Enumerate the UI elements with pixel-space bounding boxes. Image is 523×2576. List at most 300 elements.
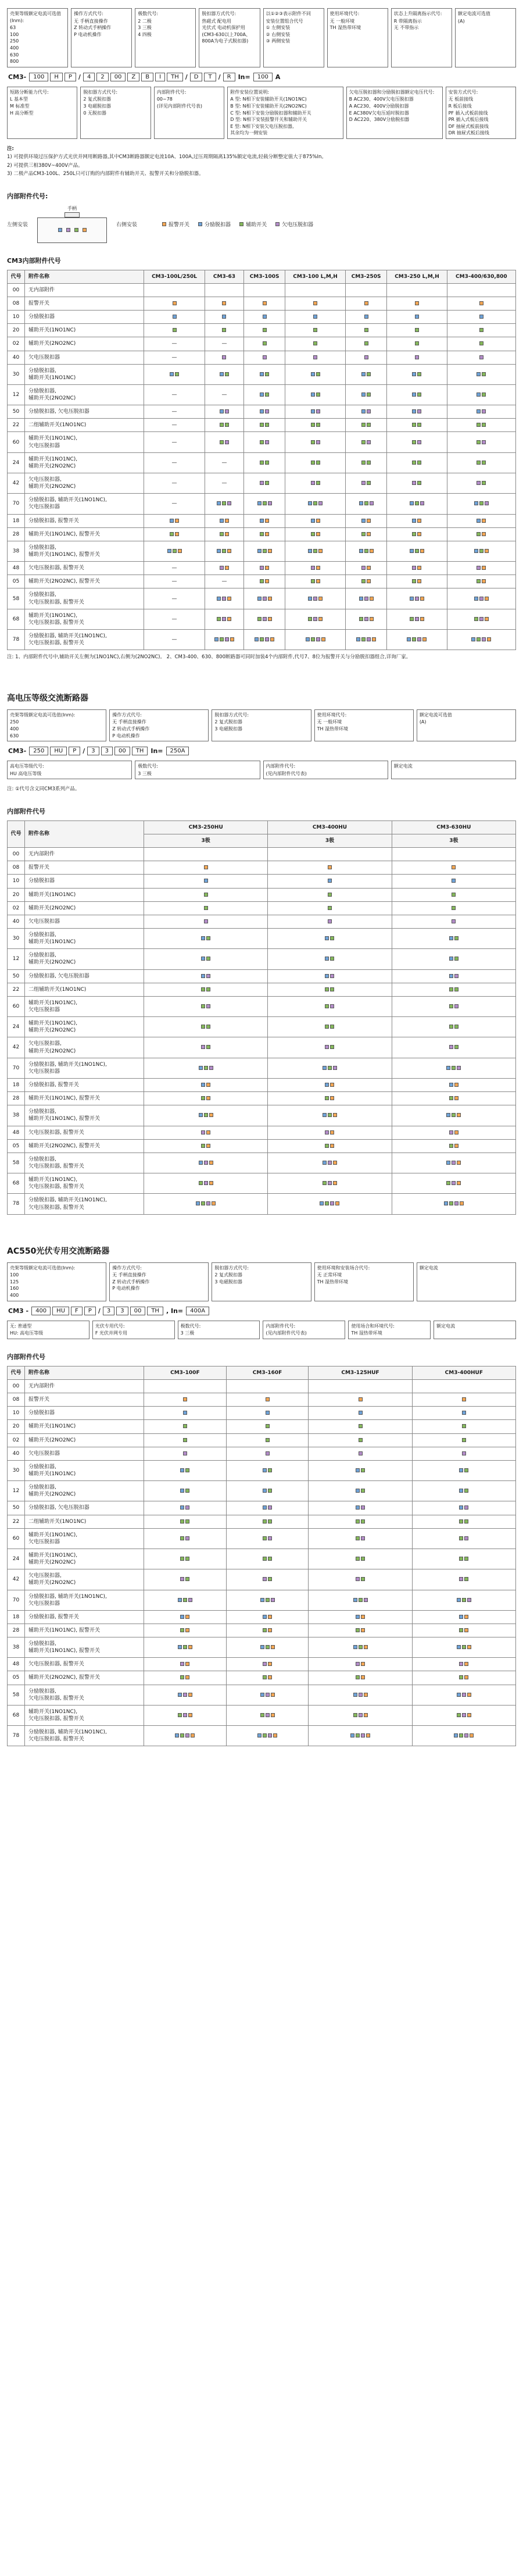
accessory-name: 分励脱扣器, 辅助开关(1NO1NC) <box>25 364 144 384</box>
availability-cell: — <box>205 452 244 473</box>
code-explain-box <box>263 8 324 67</box>
alarm-square-icon <box>328 865 332 869</box>
accessory-name: 欠电压脱扣器, 报警开关 <box>25 562 144 575</box>
box-title: 额定电流可选值 <box>419 712 452 718</box>
accessory-code: 18 <box>8 1078 25 1091</box>
shunt-square-icon <box>449 957 453 961</box>
availability-cell <box>309 1407 412 1420</box>
alarm-square-icon <box>457 1161 461 1165</box>
availability-cell <box>144 983 268 996</box>
aux-square-icon <box>263 501 267 505</box>
alarm-square-icon <box>222 301 226 305</box>
code-separator: / <box>98 1307 101 1315</box>
shunt-square-icon <box>170 519 174 523</box>
accessory-code: 05 <box>8 1671 25 1685</box>
pv-model-code-strip <box>7 1307 516 1315</box>
notes-list <box>7 153 516 178</box>
availability-cell <box>205 541 244 561</box>
uv-square-icon <box>180 1577 184 1581</box>
uv-square-icon <box>479 355 483 359</box>
availability-cell <box>309 1685 412 1705</box>
shunt-square-icon <box>412 393 416 397</box>
accessory-name: 分励脱扣器, 报警开关 <box>25 514 144 527</box>
availability-cell <box>268 949 392 969</box>
col-header: CM3-400HU <box>268 820 392 834</box>
shunt-square-icon <box>361 409 366 413</box>
accessory-code: 02 <box>8 901 25 915</box>
alarm-square-icon <box>191 1733 195 1737</box>
aux-square-icon <box>265 423 269 427</box>
aux-square-icon <box>359 1424 363 1428</box>
shunt-square-icon <box>412 372 416 376</box>
accessory-code: 10 <box>8 875 25 888</box>
availability-cell <box>412 1590 515 1610</box>
aux-square-icon <box>449 1096 453 1100</box>
shunt-square-icon <box>325 957 329 961</box>
alarm-square-icon <box>464 1675 468 1679</box>
accessory-row <box>8 1549 516 1569</box>
availability-cell <box>144 1393 227 1407</box>
accessory-code: 08 <box>8 1393 25 1407</box>
availability-cell <box>243 562 285 575</box>
aux-square-icon <box>175 372 179 376</box>
availability-cell <box>226 1726 309 1746</box>
alarm-square-icon <box>464 1628 468 1632</box>
alarm-square-icon <box>188 1693 192 1697</box>
shunt-square-icon <box>257 597 262 601</box>
availability-cell <box>285 541 345 561</box>
availability-cell <box>392 1017 515 1037</box>
aux-square-icon <box>464 1468 468 1472</box>
shunt-square-icon <box>180 1615 184 1619</box>
col-header: CM3-100L/250L <box>144 270 205 283</box>
availability-cell <box>387 337 447 351</box>
box-line: (见内部附件代号表) <box>266 770 307 776</box>
availability-cell <box>226 1569 309 1590</box>
alarm-square-icon <box>175 519 179 523</box>
code-explain-box <box>92 1321 175 1339</box>
aux-square-icon <box>325 1025 329 1029</box>
alarm-square-icon <box>268 549 272 553</box>
alarm-square-icon <box>316 566 320 570</box>
code-field: R <box>223 73 235 81</box>
alarm-square-icon <box>316 519 320 523</box>
alarm-square-icon <box>367 519 371 523</box>
alarm-square-icon <box>318 597 323 601</box>
aux-square-icon <box>449 1201 453 1205</box>
alarm-square-icon <box>359 1397 363 1401</box>
availability-cell <box>144 364 205 384</box>
code-explain-box <box>7 1262 106 1301</box>
availability-cell <box>345 588 387 609</box>
availability-cell <box>144 949 268 969</box>
aux-square-icon <box>257 617 262 621</box>
availability-cell <box>226 1528 309 1549</box>
code-explain-box <box>434 1321 516 1339</box>
shunt-square-icon <box>214 637 218 641</box>
aux-square-icon <box>330 936 334 940</box>
box-line: 热磁式 配电用 <box>202 18 231 24</box>
accessory-row <box>8 1447 516 1460</box>
code-explain-box <box>212 1262 311 1301</box>
shunt-square-icon <box>167 549 171 553</box>
aux-square-icon <box>454 957 458 961</box>
alarm-square-icon <box>316 579 320 583</box>
aux-square-icon <box>265 461 269 465</box>
uv-square-icon <box>265 440 269 444</box>
accessory-row <box>8 432 516 452</box>
box-title: 状态上升隔离指示代号: <box>393 11 442 16</box>
shunt-square-icon <box>412 409 416 413</box>
accessory-row <box>8 283 516 297</box>
availability-cell <box>387 630 447 650</box>
aux-square-icon <box>474 617 478 621</box>
availability-cell <box>144 1549 227 1569</box>
aux-square-icon <box>412 579 416 583</box>
box-line: 630 <box>10 733 19 738</box>
aux-square-icon <box>367 481 371 485</box>
aux-square-icon <box>417 372 421 376</box>
availability-cell <box>387 452 447 473</box>
alarm-square-icon <box>457 1181 461 1185</box>
code-field: F <box>71 1307 83 1315</box>
availability-cell <box>412 1726 515 1746</box>
uv-square-icon <box>452 1181 456 1185</box>
aux-square-icon <box>268 1489 272 1493</box>
aux-square-icon <box>410 617 414 621</box>
current-unit: A <box>275 73 281 81</box>
uv-square-icon <box>467 1598 471 1602</box>
uv-square-icon <box>268 1536 272 1540</box>
accessory-name: 分励脱扣器, 辅助开关(1NO1NC), 欠电压脱扣器, 报警开关 <box>25 630 144 650</box>
box-line: B AC230、400V欠电压脱扣器 <box>349 97 414 102</box>
aux-square-icon <box>201 1025 205 1029</box>
aux-square-icon <box>477 440 481 444</box>
box-title: 壳架等级额定电流可选值(Inm): <box>10 1265 76 1271</box>
shunt-square-icon <box>263 1615 267 1619</box>
aux-square-icon <box>330 987 334 991</box>
accessory-name: 辅助开关(1NO1NC), 欠电压脱扣器 <box>25 1528 144 1549</box>
accessory-row <box>8 562 516 575</box>
uv-square-icon <box>225 637 229 641</box>
aux-square-icon <box>415 549 419 553</box>
aux-square-icon <box>173 328 177 332</box>
shunt-square-icon <box>263 315 267 319</box>
box-line: A 型: N相下安装辅助开关(1NO1NC) <box>230 97 307 102</box>
uv-square-icon <box>449 1130 453 1134</box>
availability-cell <box>309 1569 412 1590</box>
uv-square-icon <box>263 617 267 621</box>
uv-square-icon <box>268 1505 272 1510</box>
aux-square-icon <box>220 532 224 536</box>
box-line: 2 复式脱扣器 <box>214 719 243 725</box>
accessory-name: 分励脱扣器, 辅助开关(2NO2NC) <box>25 949 144 969</box>
uv-square-icon <box>417 637 421 641</box>
uv-square-icon <box>222 597 226 601</box>
aux-square-icon <box>412 440 416 444</box>
uv-square-icon <box>180 1662 184 1666</box>
availability-cell <box>285 452 345 473</box>
availability-cell <box>447 337 515 351</box>
code-explain-box <box>7 761 132 779</box>
alarm-square-icon <box>372 637 376 641</box>
availability-cell <box>268 1017 392 1037</box>
shunt-square-icon <box>477 519 481 523</box>
availability-cell <box>345 405 387 419</box>
box-title: 内部附件代号: <box>156 89 187 95</box>
shunt-square-icon <box>477 409 481 413</box>
uv-square-icon <box>188 1598 192 1602</box>
alarm-square-icon <box>485 597 489 601</box>
accessory-code: 10 <box>8 1407 25 1420</box>
accessory-code: 42 <box>8 1569 25 1590</box>
aux-square-icon <box>308 617 312 621</box>
code-field: HU <box>52 1307 69 1315</box>
availability-cell <box>285 527 345 541</box>
accessory-row <box>8 1393 516 1407</box>
accessory-name: 二组辅助开关(1NO1NC) <box>25 419 144 432</box>
alarm-square-icon <box>209 1181 213 1185</box>
availability-cell <box>268 861 392 875</box>
availability-cell <box>392 1194 515 1214</box>
availability-cell <box>345 283 387 297</box>
aux-square-icon <box>180 1536 184 1540</box>
aux-square-icon <box>173 549 177 553</box>
availability-cell <box>285 494 345 514</box>
aux-square-icon <box>359 1598 363 1602</box>
aux-square-icon <box>361 440 366 444</box>
shunt-square-icon <box>255 637 259 641</box>
availability-cell <box>144 1433 227 1447</box>
availability-cell <box>226 1420 309 1433</box>
accessory-table <box>7 270 516 651</box>
availability-cell <box>447 283 515 297</box>
accessory-row <box>8 384 516 405</box>
accessory-name: 辅助开关(2NO2NC), 报警开关 <box>25 1139 144 1153</box>
uv-square-icon <box>325 1130 329 1134</box>
availability-cell <box>345 527 387 541</box>
accessory-row <box>8 1610 516 1624</box>
accessory-row <box>8 630 516 650</box>
accessory-name: 分励脱扣器, 辅助开关(2NO2NC) <box>25 384 144 405</box>
accessory-row <box>8 452 516 473</box>
alarm-square-icon <box>335 1201 339 1205</box>
aux-square-icon <box>183 1645 187 1649</box>
accessory-code: 60 <box>8 996 25 1016</box>
uv-square-icon <box>452 919 456 923</box>
aux-square-icon <box>482 461 486 465</box>
internal-accessory-diagram <box>7 205 516 243</box>
box-line: PF 插入式板前接线 <box>448 110 488 116</box>
alarm-square-icon <box>185 1615 189 1619</box>
aux-square-icon <box>459 1675 463 1679</box>
box-line: TH 湿热带环境 <box>351 1330 382 1336</box>
accessory-name: 辅助开关(2NO2NC), 报警开关 <box>25 575 144 588</box>
rated-current-label: In= <box>238 73 250 81</box>
aux-square-icon <box>311 637 315 641</box>
uv-square-icon <box>183 1713 187 1717</box>
accessory-code: 58 <box>8 1153 25 1173</box>
availability-cell <box>309 1726 412 1746</box>
aux-square-icon <box>260 532 264 536</box>
availability-cell <box>268 1105 392 1126</box>
shunt-square-icon <box>180 1468 184 1472</box>
alarm-square-icon <box>462 1397 466 1401</box>
breaker-body <box>37 217 107 243</box>
accessory-name: 分励脱扣器, 欠电压脱扣器, 报警开关 <box>25 1685 144 1705</box>
aux-square-icon <box>206 957 210 961</box>
shunt-square-icon <box>361 393 366 397</box>
shunt-square-icon <box>263 1489 267 1493</box>
aux-square-icon <box>180 1628 184 1632</box>
alarm-square-icon <box>188 1645 192 1649</box>
accessory-code: 12 <box>8 384 25 405</box>
accessory-row <box>8 588 516 609</box>
box-line: D 型: N相下安装报警开关和辅助开关 <box>230 117 307 123</box>
aux-square-icon <box>204 906 208 910</box>
accessory-row <box>8 473 516 494</box>
availability-cell <box>309 1671 412 1685</box>
code-explain-box <box>263 1321 345 1339</box>
code-field: 2 <box>96 73 108 81</box>
uv-square-icon <box>313 597 317 601</box>
availability-cell <box>309 1705 412 1725</box>
code-field: TH <box>132 747 148 755</box>
uv-square-icon <box>361 1536 365 1540</box>
shunt-square-icon <box>170 372 174 376</box>
uv-square-icon <box>313 355 317 359</box>
accessory-row <box>8 337 516 351</box>
table3-wrap <box>7 1366 516 1747</box>
accessory-code: 70 <box>8 1058 25 1078</box>
aux-square-icon <box>260 440 264 444</box>
col-header: 附件名称 <box>25 270 144 283</box>
alarm-square-icon <box>83 228 87 232</box>
availability-cell <box>243 364 285 384</box>
accessory-code: 28 <box>8 1092 25 1105</box>
accessory-row <box>8 1569 516 1590</box>
availability-cell <box>387 311 447 324</box>
aux-square-icon <box>330 957 334 961</box>
shunt-square-icon <box>462 1411 466 1415</box>
availability-cell <box>144 1017 268 1037</box>
box-title: 操作方式代号: <box>74 11 103 16</box>
accessory-row <box>8 901 516 915</box>
alarm-square-icon <box>271 1713 275 1717</box>
aux-square-icon <box>417 393 421 397</box>
aux-square-icon <box>454 1025 458 1029</box>
availability-cell <box>144 1420 227 1433</box>
uv-square-icon <box>361 481 366 485</box>
availability-cell <box>144 541 205 561</box>
box-line: 无 手柄直接操作 <box>112 1272 146 1278</box>
availability-cell <box>447 588 515 609</box>
availability-cell <box>345 324 387 337</box>
aux-square-icon <box>201 987 205 991</box>
availability-cell <box>285 283 345 297</box>
aux-square-icon <box>268 1468 272 1472</box>
alarm-square-icon <box>367 532 371 536</box>
accessory-row <box>8 1092 516 1105</box>
accessory-code: 50 <box>8 969 25 983</box>
uv-square-icon <box>330 1201 334 1205</box>
code-explain-box <box>391 8 452 67</box>
accessory-code: 00 <box>8 1379 25 1393</box>
legend-item-aux: 辅助开关 <box>239 220 267 228</box>
shunt-square-icon <box>220 409 224 413</box>
accessory-code: 20 <box>8 1420 25 1433</box>
table1-title: CM3内部附件代号 <box>7 256 61 265</box>
accessory-code: 12 <box>8 1481 25 1501</box>
uv-square-icon <box>356 1662 360 1666</box>
box-line: 100 <box>10 1272 19 1278</box>
alarm-square-icon <box>206 1130 210 1134</box>
availability-cell <box>392 996 515 1016</box>
uv-square-icon <box>260 566 264 570</box>
availability-cell <box>387 588 447 609</box>
uv-square-icon <box>464 1505 468 1510</box>
shunt-square-icon <box>449 1083 453 1087</box>
accessory-name: 辅助开关(2NO2NC) <box>25 901 144 915</box>
availability-cell <box>345 311 387 324</box>
aux-square-icon <box>268 1577 272 1581</box>
aux-square-icon <box>356 1733 360 1737</box>
box-line: 400 <box>10 726 19 732</box>
shunt-square-icon <box>320 1201 324 1205</box>
alarm-square-icon <box>364 1693 368 1697</box>
availability-cell <box>144 1637 227 1658</box>
availability-cell: — <box>144 432 205 452</box>
shunt-square-icon <box>220 372 224 376</box>
availability-cell <box>309 1624 412 1637</box>
availability-cell <box>392 1058 515 1078</box>
uv-square-icon <box>364 617 368 621</box>
handle-label: 手柄 <box>67 205 77 211</box>
accessory-row <box>8 888 516 901</box>
aux-square-icon <box>364 328 368 332</box>
alarm-square-icon <box>204 865 208 869</box>
aux-square-icon <box>183 1438 187 1442</box>
model-prefix: CM3 - <box>8 1307 29 1315</box>
code-field: 3 <box>116 1307 128 1315</box>
accessory-name: 欠电压脱扣器, 报警开关 <box>25 1126 144 1139</box>
shunt-square-icon <box>410 549 414 553</box>
box-title: 脱扣器方式代号: <box>214 1265 249 1271</box>
uv-square-icon <box>311 566 315 570</box>
shunt-square-icon <box>266 1411 270 1415</box>
accessory-row <box>8 1481 516 1501</box>
alarm-square-icon <box>467 1693 471 1697</box>
aux-square-icon <box>260 637 264 641</box>
box-line: H 高分断型 <box>10 110 34 116</box>
accessory-name: 二组辅助开关(1NO1NC) <box>25 983 144 996</box>
code-field: 3 <box>101 747 113 755</box>
availability-cell <box>243 405 285 419</box>
col-subheader: 3极 <box>268 834 392 848</box>
shunt-square-icon <box>175 1733 179 1737</box>
availability-cell <box>205 405 244 419</box>
uv-square-icon <box>361 1733 365 1737</box>
code-field: TH <box>147 1307 163 1315</box>
alarm-square-icon <box>268 597 272 601</box>
shunt-square-icon <box>323 1113 327 1117</box>
aux-square-icon <box>415 328 419 332</box>
availability-cell <box>285 562 345 575</box>
accessory-name: 辅助开关(1NO1NC), 欠电压脱扣器 <box>25 432 144 452</box>
accessory-code: 78 <box>8 1726 25 1746</box>
accessory-code: 70 <box>8 494 25 514</box>
availability-cell <box>243 419 285 432</box>
